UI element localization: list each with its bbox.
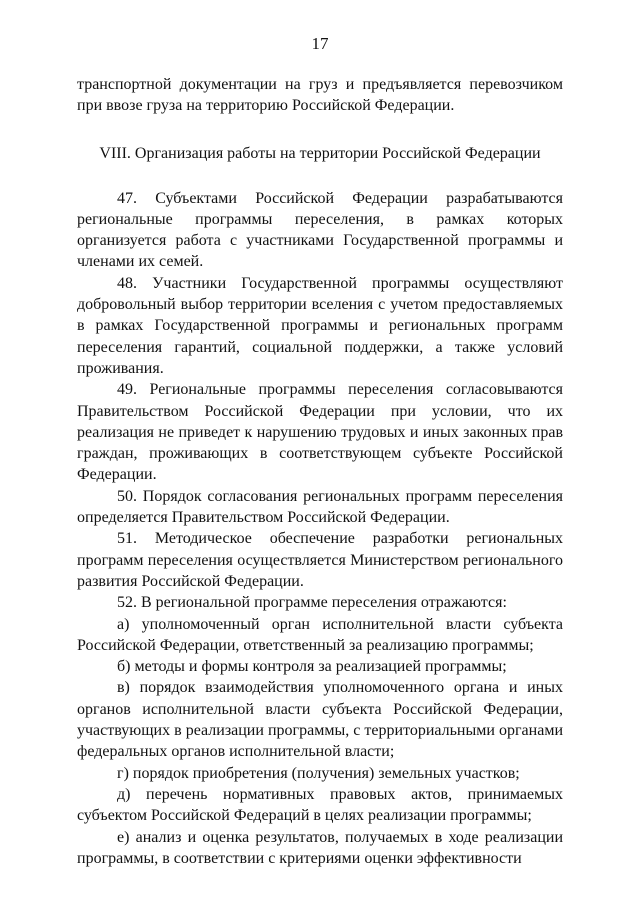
page-number: 17 <box>311 34 329 53</box>
paragraph-51: 51. Методическое обеспечение разработки региональных программ переселения осуществляется Министерством регионального развития Российской Федерации. <box>77 530 563 590</box>
paragraph-52: 52. В региональной программе переселения отражаются: <box>117 594 507 612</box>
paragraph-48: 48. Участники Государственной программы осуществляют добровольный выбор территории вселения с учетом предоставляемых в рамках Государственной программы и региональных программ переселения гарантий, социальной поддержки, а также условий проживания. <box>77 274 563 377</box>
paragraph-50: 50. Порядок согласования региональных программ переселения определяется Правительством Российской Федерации. <box>77 487 563 527</box>
list-item-b: б) методы и формы контроля за реализацией программы; <box>117 658 507 676</box>
continuation-paragraph: транспортной документации на груз и предъявляется перевозчиком при ввозе груза на территорию Российской Федерации. <box>77 76 563 115</box>
list-item-v: в) порядок взаимодействия уполномоченного органа и иных органов исполнительной власти субъекта Российской Федерации, участвующих в реализации программы, с территориальными органами федеральных органов исполнительной власти; <box>77 679 563 761</box>
list-item-g: г) порядок приобретения (получения) земельных участков; <box>117 764 520 782</box>
list-item-a: а) уполномоченный орган исполнительной власти субъекта Российской Федерации, ответственный за реализацию программы; <box>77 615 563 654</box>
paragraph-49: 49. Региональные программы переселения согласовываются Правительством Российской Федерации при условии, что их реализация не приведет к нарушению трудовых и иных законных прав граждан, проживающих в соответствующем субъекте Российской Федерации. <box>77 381 563 484</box>
list-item-d: д) перечень нормативных правовых актов, принимаемых субъектом Российской Федераций в целях реализации программы; <box>77 785 563 825</box>
paragraph-47: 47. Субъектами Российской Федерации разрабатываются региональные программы переселения, в рамках которых организуется работа с участниками Государственной программы и членами их семей. <box>77 189 563 271</box>
section-heading: VIII. Организация работы на территории Российской Федерации <box>99 144 541 162</box>
document-body <box>77 74 563 869</box>
list-item-e: е) анализ и оценка результатов, получаемых в ходе реализации программы, в соответствии с критериями оценки эффективности <box>77 828 563 867</box>
